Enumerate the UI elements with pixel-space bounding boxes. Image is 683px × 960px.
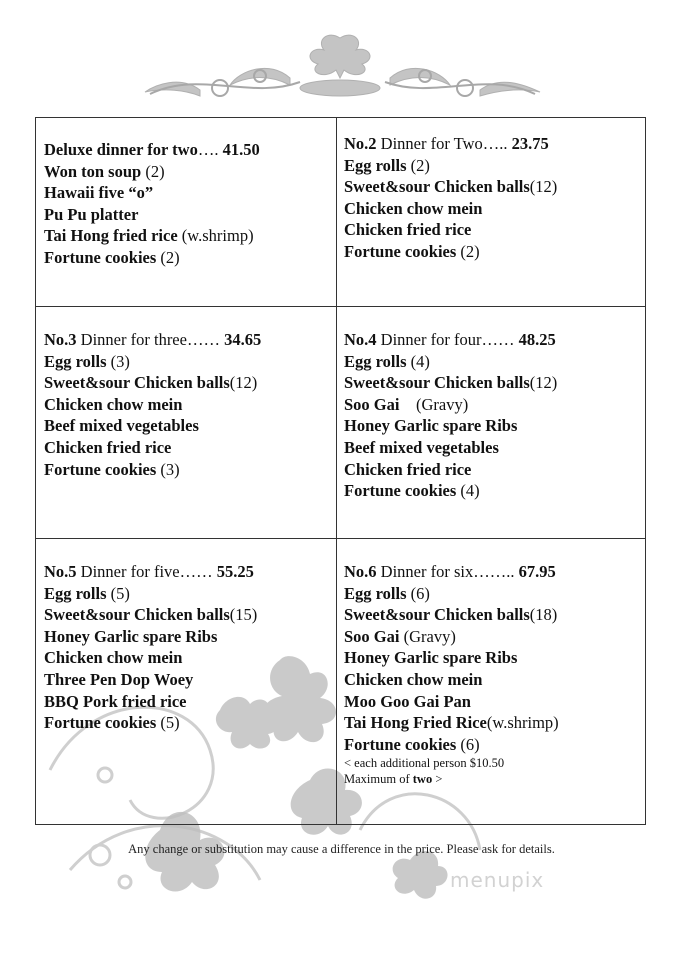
item-name: Fortune cookies — [344, 241, 457, 261]
item-qty: (2) — [456, 241, 480, 261]
item-name: Fortune cookies — [44, 459, 157, 479]
item-name: Chicken fried rice — [344, 459, 472, 479]
row-divider — [36, 538, 645, 539]
item-name: Fortune cookies — [44, 247, 157, 267]
menu-item — [44, 182, 260, 204]
menu-item — [344, 415, 557, 437]
combo-price: 67.95 — [514, 562, 556, 581]
item-name: Honey Garlic spare Ribs — [44, 626, 218, 646]
menu-item — [344, 176, 557, 198]
combo-title — [344, 561, 559, 583]
combo-name: Dinner for five…… — [76, 562, 213, 581]
combo-title — [44, 561, 257, 583]
menu-item — [44, 669, 257, 691]
combo-price: 55.25 — [212, 562, 254, 581]
menu-grid — [35, 117, 646, 825]
menu-item — [344, 394, 557, 416]
combo-title — [344, 133, 557, 155]
item-qty: (2) — [406, 155, 430, 175]
item-qty: (Gravy) — [399, 626, 456, 646]
menu-item — [44, 161, 260, 183]
menu-item — [344, 198, 557, 220]
item-name: Sweet&sour Chicken balls — [44, 373, 230, 393]
menu-item — [344, 437, 557, 459]
item-name: Soo Gai — [344, 626, 400, 646]
menu-item — [344, 241, 557, 263]
menu-item — [44, 604, 257, 626]
combo-deluxe-dinner-for-two — [44, 139, 260, 269]
item-name: Sweet&sour Chicken balls — [44, 605, 230, 625]
item-qty: (w.shrimp) — [486, 713, 559, 733]
item-name: Tai Hong fried rice — [44, 226, 178, 246]
item-name: Chicken chow mein — [344, 669, 483, 689]
menu-item — [344, 583, 559, 605]
item-name: Chicken fried rice — [344, 220, 472, 240]
maximum-note-end: > — [432, 772, 443, 787]
menu-item — [44, 437, 261, 459]
item-qty: (5) — [156, 713, 180, 733]
item-name: Egg rolls — [44, 583, 107, 603]
combo-name: Dinner for six…….. — [376, 562, 515, 581]
menu-item — [44, 647, 257, 669]
menu-item — [344, 734, 559, 756]
item-qty: (2) — [156, 247, 180, 267]
item-qty: (3) — [106, 351, 130, 371]
combo-number: No.4 — [344, 330, 377, 349]
combo-no3-dinner-for-three — [44, 329, 261, 480]
column-divider — [336, 118, 337, 824]
item-name: Honey Garlic spare Ribs — [344, 416, 518, 436]
item-name: Tai Hong Fried Rice — [344, 713, 487, 733]
item-name: Fortune cookies — [44, 713, 157, 733]
item-name: Pu Pu platter — [44, 204, 139, 224]
combo-name: Dinner for four…… — [376, 330, 515, 349]
maximum-note — [344, 771, 559, 787]
menu-item — [44, 459, 261, 481]
combo-number: No.6 — [344, 562, 377, 581]
item-qty: (6) — [456, 734, 480, 754]
menu-item — [344, 372, 557, 394]
item-name: Hawaii five “o” — [44, 183, 154, 203]
combo-price: 48.25 — [514, 330, 556, 349]
item-name: Egg rolls — [344, 155, 407, 175]
combo-name: Deluxe dinner for two — [44, 140, 198, 159]
footer-disclaimer: Any change or substitution may cause a difference in the price. Please ask for details. — [128, 842, 555, 856]
combo-no2-dinner-for-two — [344, 133, 557, 263]
item-qty: (4) — [406, 351, 430, 371]
menu-item — [344, 604, 559, 626]
item-name: Honey Garlic spare Ribs — [344, 648, 518, 668]
item-name: Egg rolls — [344, 583, 407, 603]
menu-item — [44, 712, 257, 734]
menu-item — [44, 415, 261, 437]
item-name: Chicken fried rice — [44, 437, 172, 457]
item-qty: (5) — [106, 583, 130, 603]
item-qty: (12) — [529, 373, 558, 393]
item-qty: (3) — [156, 459, 180, 479]
menu-item — [44, 204, 260, 226]
menu-item — [44, 247, 260, 269]
menu-item — [44, 626, 257, 648]
item-name: Beef mixed vegetables — [44, 416, 199, 436]
item-name: Chicken chow mein — [44, 394, 183, 414]
menu-item — [344, 480, 557, 502]
title-dots: …. — [197, 140, 223, 159]
menu-item — [344, 626, 559, 648]
item-name: Sweet&sour Chicken balls — [344, 177, 530, 197]
row-divider — [36, 306, 645, 307]
item-name: Sweet&sour Chicken balls — [344, 373, 530, 393]
maximum-note-text: Maximum of — [344, 772, 413, 787]
menu-item — [344, 155, 557, 177]
item-name: Won ton soup — [44, 161, 142, 181]
top-ornament-icon — [140, 30, 545, 110]
additional-person-note: < each additional person $10.50 — [344, 756, 505, 771]
combo-name: Dinner for Two….. — [376, 134, 508, 153]
combo-price: 23.75 — [507, 134, 549, 153]
combo-number: No.2 — [344, 134, 377, 153]
combo-title — [44, 329, 261, 351]
item-name: Egg rolls — [44, 351, 107, 371]
item-qty: (12) — [229, 373, 258, 393]
item-name: Egg rolls — [344, 351, 407, 371]
item-qty: (Gravy) — [399, 394, 469, 414]
combo-no4-dinner-for-four — [344, 329, 557, 502]
menu-item — [44, 351, 261, 373]
combo-number: No.5 — [44, 562, 77, 581]
item-qty: (2) — [141, 161, 165, 181]
item-name: Beef mixed vegetables — [344, 437, 499, 457]
item-name: Soo Gai — [344, 394, 400, 414]
combo-number: No.3 — [44, 330, 77, 349]
item-qty: (12) — [529, 177, 558, 197]
combo-title — [344, 329, 557, 351]
watermark-logo: menupix — [450, 868, 545, 892]
menu-item — [344, 712, 559, 734]
item-name: Fortune cookies — [344, 734, 457, 754]
item-name: Moo Goo Gai Pan — [344, 691, 471, 711]
menu-item — [344, 219, 557, 241]
menu-item — [44, 394, 261, 416]
combo-name: Dinner for three…… — [76, 330, 220, 349]
maximum-note-bold: two — [412, 772, 433, 787]
combo-price: 41.50 — [222, 140, 260, 159]
item-qty: (18) — [529, 605, 558, 625]
item-name: Chicken chow mein — [344, 198, 483, 218]
menu-item — [344, 669, 559, 691]
combo-title — [44, 139, 260, 161]
item-name: Sweet&sour Chicken balls — [344, 605, 530, 625]
menu-item — [344, 459, 557, 481]
item-qty: (6) — [406, 583, 430, 603]
menu-item — [344, 351, 557, 373]
item-name: BBQ Pork fried rice — [44, 691, 187, 711]
menu-item — [344, 647, 559, 669]
combo-no5-dinner-for-five — [44, 561, 257, 734]
combo-price: 34.65 — [219, 330, 262, 349]
item-name: Fortune cookies — [344, 481, 457, 501]
item-name: Three Pen Dop Woey — [44, 669, 194, 689]
menu-item — [44, 372, 261, 394]
item-qty: (w.shrimp) — [177, 226, 254, 246]
menu-item — [44, 225, 260, 247]
item-qty: (4) — [456, 481, 480, 501]
menu-item — [44, 691, 257, 713]
menu-item — [344, 691, 559, 713]
menu-item — [44, 583, 257, 605]
item-qty: (15) — [229, 605, 258, 625]
combo-no6-dinner-for-six — [344, 561, 559, 787]
item-name: Chicken chow mein — [44, 648, 183, 668]
